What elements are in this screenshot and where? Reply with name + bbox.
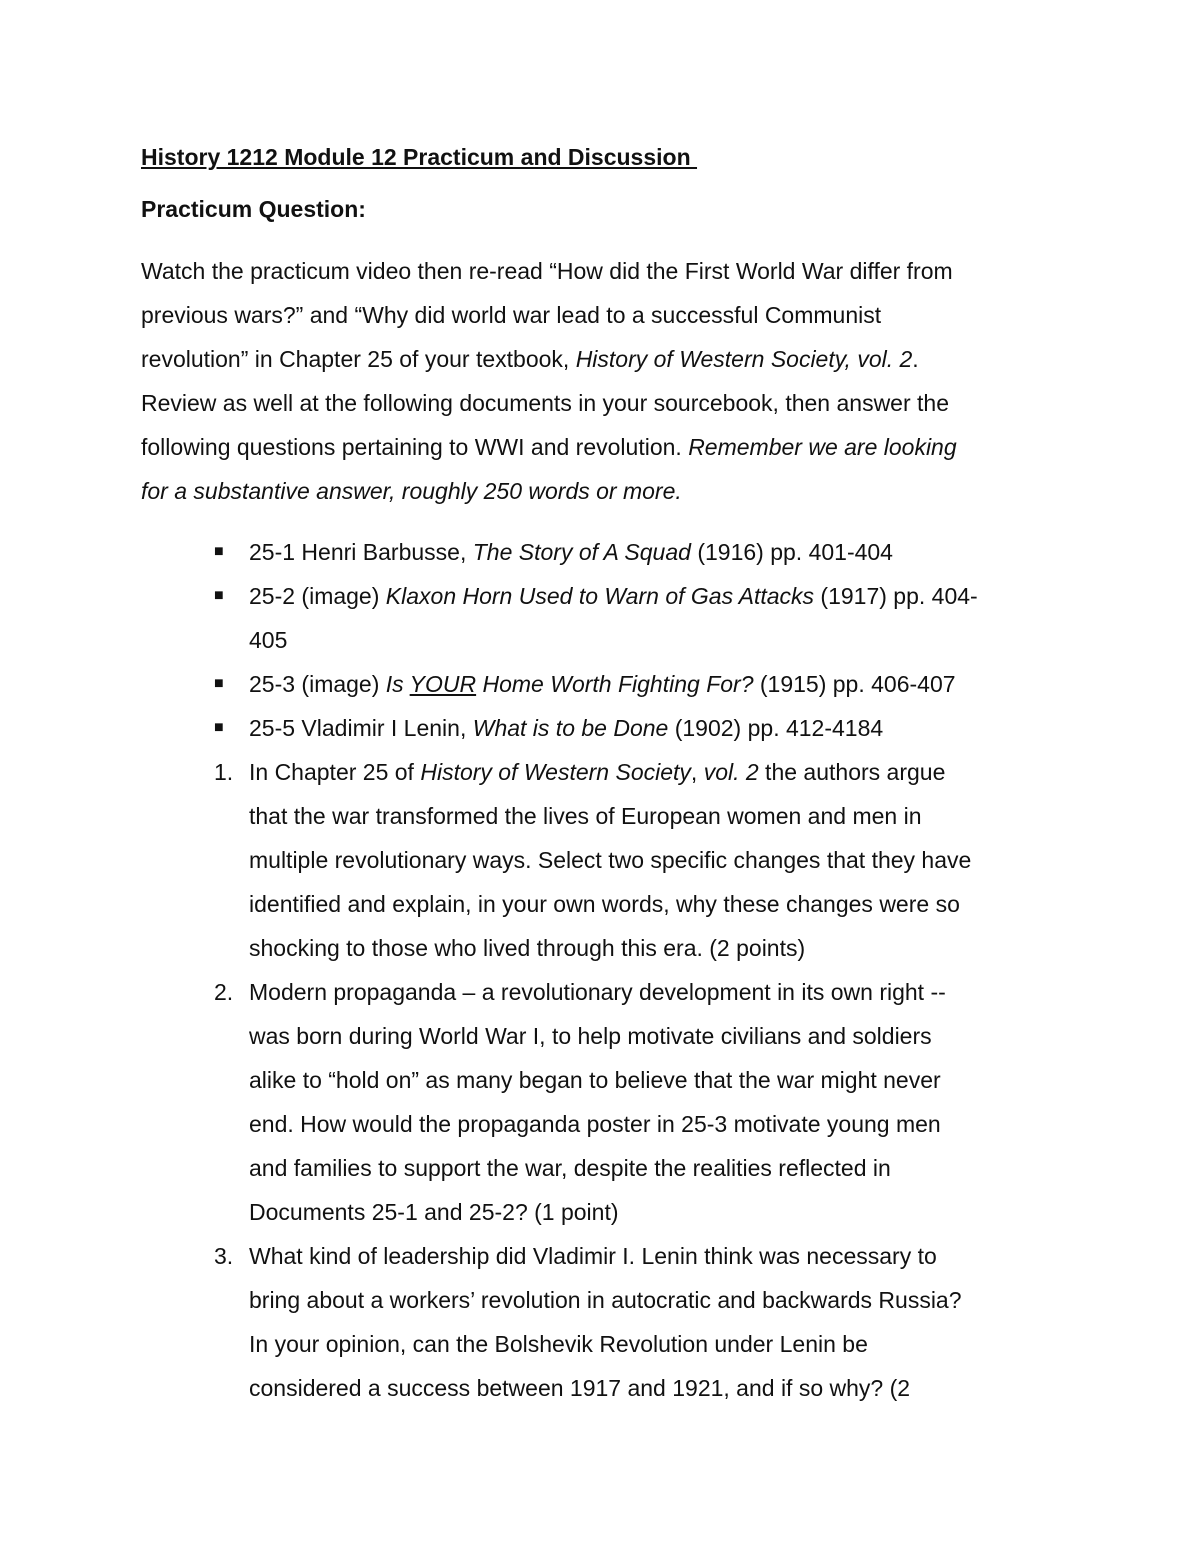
question-line: that the war transformed the lives of European women and men in bbox=[249, 803, 922, 829]
document-title: History 1212 Module 12 Practicum and Discussion bbox=[141, 144, 698, 170]
question-line: In your opinion, can the Bolshevik Revolution under Lenin be bbox=[249, 1331, 868, 1357]
intro-paragraph bbox=[141, 249, 1066, 513]
intro-emphasis: Remember we are looking bbox=[688, 434, 957, 460]
doc-pages: (1917) pp. 404- bbox=[814, 583, 978, 609]
question-line: Modern propaganda – a revolutionary development in its own right -- bbox=[249, 979, 946, 1005]
question-text: , bbox=[690, 759, 704, 785]
question-item bbox=[141, 750, 1066, 970]
question-item bbox=[141, 970, 1066, 1234]
list-item bbox=[141, 662, 1066, 706]
question-number: 2. bbox=[214, 979, 234, 1005]
square-bullet-icon: ■ bbox=[214, 587, 224, 604]
list-item bbox=[141, 706, 1066, 750]
doc-title bbox=[386, 671, 754, 697]
question-number: 1. bbox=[214, 759, 234, 785]
intro-text: revolution” in Chapter 25 of your textbook, bbox=[141, 346, 576, 372]
doc-ref: 25-5 Vladimir I Lenin, bbox=[249, 715, 473, 741]
intro-line: Review as well at the following documents in your sourcebook, then answer the bbox=[141, 390, 949, 416]
square-bullet-icon: ■ bbox=[214, 543, 224, 560]
textbook-title: History of Western Society, vol. 2 bbox=[575, 346, 913, 372]
list-item-text bbox=[249, 530, 1066, 574]
list-item bbox=[141, 530, 1066, 574]
list-item bbox=[141, 574, 1066, 662]
doc-title: The Story of A Squad bbox=[472, 539, 691, 565]
question-line: multiple revolutionary ways. Select two specific changes that they have bbox=[249, 847, 972, 873]
doc-title: What is to be Done bbox=[472, 715, 669, 741]
doc-pages: (1915) pp. 406-407 bbox=[753, 671, 956, 697]
question-number: 3. bbox=[214, 1243, 234, 1269]
intro-line bbox=[141, 425, 1066, 469]
intro-line bbox=[141, 337, 1066, 381]
intro-line: previous wars?” and “Why did world war lead to a successful Communist bbox=[141, 302, 882, 328]
question-line bbox=[249, 750, 1066, 794]
doc-title-underlined: YOUR bbox=[409, 671, 477, 697]
doc-pages: (1902) pp. 412-4184 bbox=[668, 715, 884, 741]
doc-ref: 25-1 Henri Barbusse, bbox=[249, 539, 473, 565]
doc-ref: 25-2 (image) bbox=[249, 583, 386, 609]
list-item-text bbox=[249, 706, 1066, 750]
doc-pages-cont: 405 bbox=[249, 627, 288, 653]
question-line: end. How would the propaganda poster in 25-3 motivate young men bbox=[249, 1111, 941, 1137]
document-list bbox=[141, 530, 1066, 1410]
question-text: In Chapter 25 of bbox=[249, 759, 421, 785]
textbook-title: History of Western Society bbox=[420, 759, 691, 785]
question-line: and families to support the war, despite the realities reflected in bbox=[249, 1155, 891, 1181]
question-line: shocking to those who lived through this era. (2 points) bbox=[249, 935, 806, 961]
square-bullet-icon: ■ bbox=[214, 675, 224, 692]
doc-pages: (1916) pp. 401-404 bbox=[690, 539, 893, 565]
section-heading: Practicum Question: bbox=[141, 196, 366, 222]
question-line: was born during World War I, to help motivate civilians and soldiers bbox=[249, 1023, 932, 1049]
question-line: What kind of leadership did Vladimir I. Lenin think was necessary to bbox=[249, 1243, 937, 1269]
doc-title: Klaxon Horn Used to Warn of Gas Attacks bbox=[385, 583, 815, 609]
question-line: Documents 25-1 and 25-2? (1 point) bbox=[249, 1199, 619, 1225]
textbook-volume: vol. 2 bbox=[703, 759, 759, 785]
intro-text: . bbox=[912, 346, 919, 372]
square-bullet-icon: ■ bbox=[214, 719, 224, 736]
intro-emphasis: for a substantive answer, roughly 250 words or more. bbox=[141, 478, 682, 504]
intro-line bbox=[141, 469, 1066, 513]
question-text: the authors argue bbox=[758, 759, 946, 785]
question-line: alike to “hold on” as many began to believe that the war might never bbox=[249, 1067, 941, 1093]
doc-title-part: Home Worth Fighting For? bbox=[476, 671, 754, 697]
question-item bbox=[141, 1234, 1066, 1410]
intro-text: following questions pertaining to WWI and revolution. bbox=[141, 434, 689, 460]
intro-line: Watch the practicum video then re-read “How did the First World War differ from bbox=[141, 258, 953, 284]
list-item-text bbox=[249, 662, 1066, 706]
doc-title-part: Is bbox=[385, 671, 410, 697]
list-item-text bbox=[249, 574, 1066, 618]
question-line: considered a success between 1917 and 1921, and if so why? (2 bbox=[249, 1375, 911, 1401]
doc-ref: 25-3 (image) bbox=[249, 671, 386, 697]
question-line: identified and explain, in your own words, why these changes were so bbox=[249, 891, 960, 917]
question-line: bring about a workers’ revolution in autocratic and backwards Russia? bbox=[249, 1287, 962, 1313]
